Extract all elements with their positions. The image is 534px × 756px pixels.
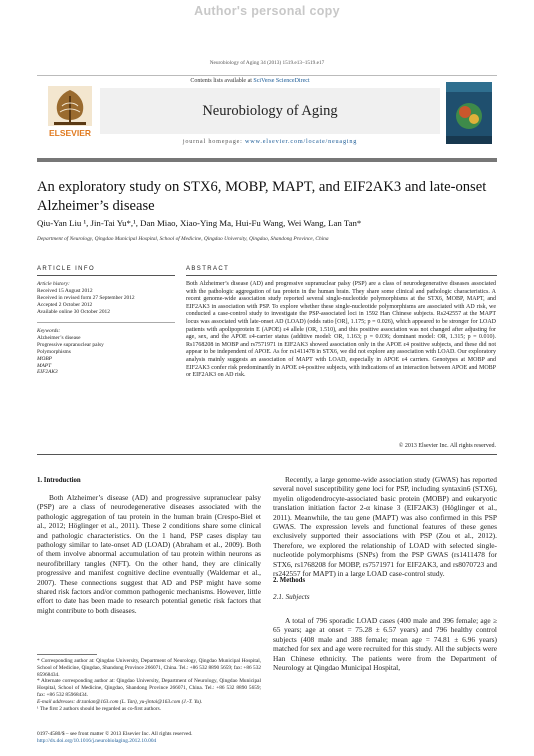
contents-line bbox=[40, 78, 460, 84]
publisher-name: ELSEVIER bbox=[48, 128, 92, 138]
keyword: Polymorphisms bbox=[37, 348, 71, 355]
footnote-rule bbox=[37, 654, 97, 655]
introduction-heading: 1. Introduction bbox=[37, 477, 81, 484]
affiliation: Department of Neurology, Qingdao Municipal Hospital, School of Medicine, Qingdao University, Qingdao, Shandong Province, China bbox=[37, 236, 329, 242]
homepage-link[interactable]: www.elsevier.com/locate/neuaging bbox=[245, 138, 358, 145]
history-received: Received 15 August 2012 bbox=[37, 287, 93, 294]
keywords-rule bbox=[37, 322, 175, 323]
methods-heading: 2. Methods bbox=[273, 577, 306, 584]
issn-line: 0197-4580/$ – see front matter © 2013 Elsevier Inc. All rights reserved. bbox=[37, 731, 193, 737]
footnote-cofirst: ¹ The first 2 authors should be regarded as co-first authors. bbox=[37, 705, 162, 712]
article-title-line1: An exploratory study on STX6, MOBP, MAPT, and EIF2AK3 and late-onset bbox=[37, 179, 487, 195]
journal-cover-image bbox=[446, 82, 492, 144]
history-revised: Received in revised form 27 September 2012 bbox=[37, 294, 135, 301]
article-info-heading: ARTICLE INFO bbox=[37, 266, 96, 272]
article-title-line2: Alzheimer’s disease bbox=[37, 198, 155, 214]
article-title bbox=[37, 178, 497, 216]
history-accepted: Accepted 2 October 2012 bbox=[37, 301, 93, 308]
footnote-alternate: * Alternate corresponding author at: Qingdao University, Department of Neurology, Qingdao Municipal Hospital, School of Medicine, Qingdao, Shandong Province 266071, China. Tel.: +86 532 8890 5659; fax: +86 532 85968434. bbox=[37, 678, 261, 698]
keyword: MAPT bbox=[37, 362, 52, 369]
introduction-paragraph: Both Alzheimer’s disease (AD) and progressive supranuclear palsy (PSP) are a class of neurodegenerative diseases associated with the pathologic aggregation of tau protein in the human brain (Crespo-Biel et al., 2012; Höglinger et al., 2011). These 2 conditions share some clinical and pathologic characteristics. On the 1 hand, PSP cases display tau pathology similar to late-onset AD (LOAD) (Abraham et al., 2009). Both of them involve abnormal accumulation of tau protein within neurons as neurofibrillary tangles (NFT). On the other hand, they are clinically progressive and manifest cognitive decline eventually (Waldemar et al., 2007). These connections suggest that AD and PSP might have some shared risk factors and/or common pathogenic mechanisms. However, little effort to date has been made to research potential genetic risk factors that might contribute to both diseases. bbox=[37, 493, 261, 615]
bottom-meta bbox=[37, 731, 337, 745]
abstract-text: Both Alzheimer’s disease (AD) and progressive supranuclear palsy (PSP) are a class of neurodegenerative diseases associated with the pathologic aggregation of tau protein in the human brain. They share some clinical and pathologic characteristics. A recent genome-wide association study reported several single-nucleotide polymorphisms at the STX6, MOBP, MAPT, and EIF2AK3 in association with PSP. To explore whether these single-nucleotide polymorphisms are associated with AD risk, we conducted a case-control study to investigate the PSP-associated loci in 1592 Han Chinese subjects. Rs242557 at the MAPT locus was associated with late-onset AD (LOAD) (odds ratio [OR], 1.175; p = 0.026), which appeared to be stronger for LOAD patients with apolipoprotein E (APOE) ε4 allele (OR, 1.510), and this positive association was not changed after adjusting for age, sex, and the APOE ε4-carrier status (additive model: OR, 1.163; p = 0.036; dominant model: OR, 1.315; p = 0.010). Rs1768208 in MOBP and rs7571971 in EIF2AK3 showed association only in the APOE ε4 positive subjects, and these did not appear to be independent of APOE. As for rs1411478 in STX6, we did not explore any association with LOAD. Our exploratory analysis mainly suggests an association of MAPT with LOAD, especially in APOE ε4 carriers. Genotypes at MOBP and EIF2AK3 confer risk predominantly in APOE ε4-positive subjects, with indications of an interaction between APOE and MOBP or EIF2AK3 on AD risk. bbox=[186, 281, 496, 379]
abstract-copyright: © 2013 Elsevier Inc. All rights reserved. bbox=[398, 443, 496, 449]
abstract-bottom-rule bbox=[37, 454, 497, 455]
subjects-heading: 2.1. Subjects bbox=[273, 593, 310, 601]
keywords bbox=[37, 328, 177, 376]
abstract-heading: ABSTRACT bbox=[186, 266, 230, 272]
journal-citation: Neurobiology of Aging 34 (2013) 1519.e13–1519.e17 bbox=[209, 60, 325, 66]
abstract-rule bbox=[186, 275, 497, 276]
keyword: Progressive supranuclear palsy bbox=[37, 341, 104, 348]
doi-link[interactable]: http://dx.doi.org/10.1016/j.neurobiolaging.2012.10.004 bbox=[37, 738, 157, 744]
homepage-prefix: journal homepage: bbox=[182, 138, 246, 145]
author-list: Qiu-Yan Liu ¹, Jin-Tai Yu*,¹, Dan Miao, Xiao-Ying Ma, Hui-Fu Wang, Wei Wang, Lan Tan* bbox=[37, 218, 362, 228]
article-info-rule bbox=[37, 275, 175, 276]
intro-continuation-paragraph: Recently, a large genome-wide association study (GWAS) has reported several novel susceptibility gene loci for PSP, including syntaxin6 (STX6), myelin oligodendrocyte-associated basic protein (MOBP) and eukaryotic translation initiation factor 2-α kinase 3 (EIF2AK3) (Höglinger et al., 2011). Meanwhile, the tau gene (MAPT) was also confirmed in this PSP GWAS. The expression levels and functional features of these genes exclusively supported their associations with PSP (Zou et al., 2012). Therefore, we explored the relationship of LOAD with selected single-nucleotide polymorphisms (SNPs) from the PSP GWAS (rs1411478 for STX6, rs1768208 for MOBP, rs7571971 for EIF2AK3, and rs8070723 and rs242557 for MAPT) in a large LOAD case-control study. bbox=[273, 475, 497, 579]
watermark: Author's personal copy bbox=[194, 4, 340, 18]
subjects-paragraph: A total of 796 sporadic LOAD cases (400 male and 396 female; age ≥ 65 years; age at onset = 75.28 ± 6.57 years) and 796 healthy control subjects (408 male and 388 female; mean age = 74.81 ± 6.96 years) matched for sex and age were recruited for this study. All the subjects were Han Chinese ethnicity. The patients were from the Department of Neurology at Qingdao Municipal Hospital, bbox=[273, 616, 497, 673]
history-online: Available online 30 October 2012 bbox=[37, 308, 110, 315]
article-history bbox=[37, 281, 177, 316]
contents-prefix: Contents lists available at bbox=[190, 78, 254, 84]
footnote-corresponding: * Corresponding author at: Qingdao University, Department of Neurology, Qingdao Municipal Hospital, School of Medicine, Qingdao, Shandong Province 266071, China. Tel.: +86 532 8890 5659; fax: +86 532 85968434. bbox=[37, 658, 261, 678]
footnotes bbox=[37, 658, 261, 712]
sciencedirect-link[interactable]: SciVerse ScienceDirect bbox=[253, 78, 310, 84]
elsevier-logo bbox=[42, 84, 98, 140]
journal-title: Neurobiology of Aging bbox=[202, 103, 338, 119]
keywords-label: Keywords: bbox=[37, 328, 61, 334]
history-label: Article history: bbox=[37, 281, 70, 287]
footnote-email: E-mail addresses: dr.tanlan@163.com (L. Tan), yu-jintai@163.com (J.-T. Yu). bbox=[37, 698, 203, 705]
keyword: Alzheimer’s disease bbox=[37, 334, 81, 341]
keyword: EIF2AK3 bbox=[37, 369, 58, 376]
keyword: MOBP bbox=[37, 355, 52, 362]
journal-homepage bbox=[100, 138, 440, 145]
